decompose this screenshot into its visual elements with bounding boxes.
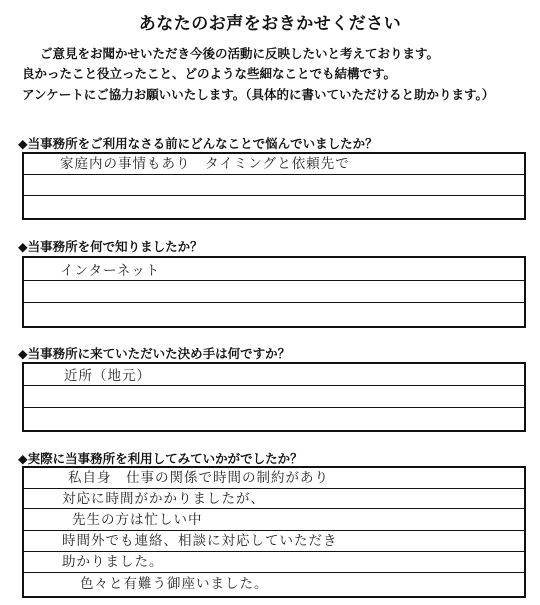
answer-rule xyxy=(24,280,524,281)
handwritten-answer: インターネット xyxy=(60,263,161,279)
question-label: ◆実際に当事務所を利用してみていかがでしたか？ xyxy=(18,451,303,466)
answer-rule xyxy=(24,407,524,408)
question-label: ◆当事務所をご利用なさる前にどんなことで悩んでいましたか？ xyxy=(18,136,378,151)
answer-rule xyxy=(24,174,524,175)
intro-line: 良かったこと役立ったこと、どのような些細なことでも結構です。 xyxy=(22,66,397,81)
survey-title: あなたのお声をおきかせください xyxy=(138,14,402,34)
answer-rule xyxy=(24,302,524,303)
handwritten-answer: 時間外でも連絡、相談に対応していただき xyxy=(62,533,338,549)
answer-rule xyxy=(24,195,524,196)
intro-line: アンケートにご協力お願いいたします。（具体的に書いていただけると助かります。） xyxy=(22,87,495,102)
handwritten-answer: 私自身 仕事の関係で時間の制約があり xyxy=(68,470,329,486)
intro-line: ご意見をお聞かせいただき今後の活動に反映したいと考えております。 xyxy=(40,46,440,61)
question-label: ◆当事務所に来ていただいた決め手は何ですか？ xyxy=(18,346,291,361)
question-label: ◆当事務所を何で知りましたか？ xyxy=(18,239,203,254)
handwritten-answer: 近所（地元） xyxy=(64,368,151,384)
handwritten-answer: 色々と有難う御座いました。 xyxy=(80,576,269,592)
handwritten-answer: 対応に時間がかかりましたが、 xyxy=(62,491,265,507)
handwritten-answer: 家庭内の事情もあり タイミングと依頼先で xyxy=(60,156,350,172)
handwritten-answer: 先生の方は忙しい中 xyxy=(72,512,203,528)
answer-rule xyxy=(24,385,524,386)
handwritten-answer: 助かりました。 xyxy=(62,554,164,570)
